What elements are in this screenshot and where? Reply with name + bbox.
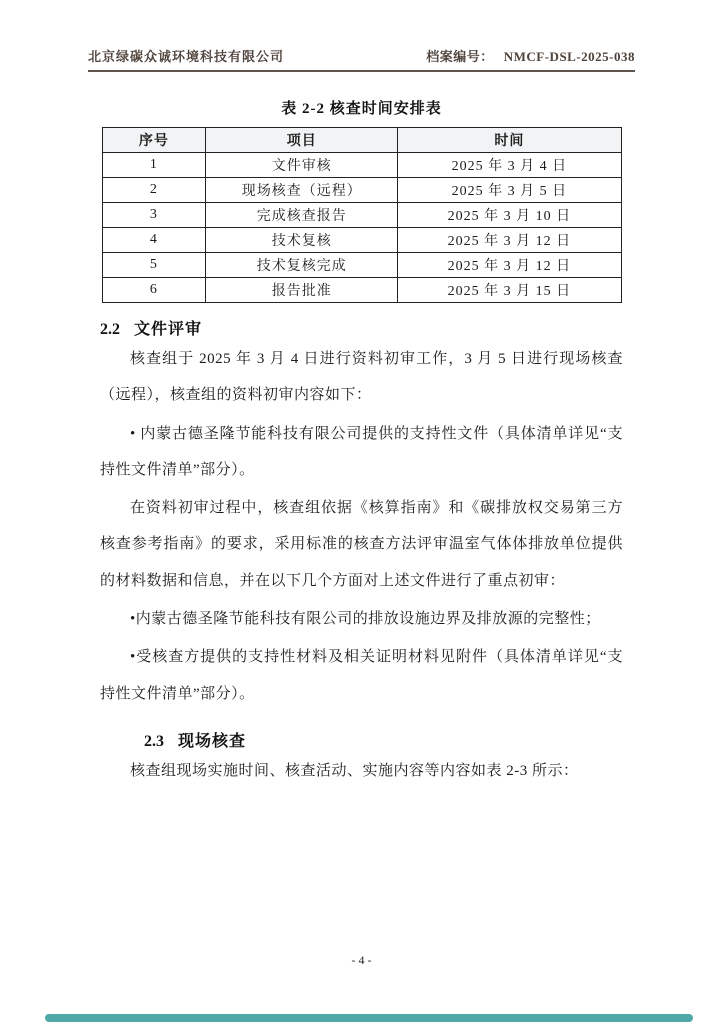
cell-item: 技术复核 [206, 228, 398, 253]
page-header [88, 46, 635, 72]
archive-label: 档案编号： [426, 49, 494, 64]
company-name: 北京绿碳众诚环境科技有限公司 [88, 49, 285, 64]
cell-no: 6 [102, 278, 206, 303]
cell-no: 5 [102, 253, 206, 278]
document-body [100, 316, 623, 789]
cell-item: 现场核查（远程） [206, 178, 398, 203]
section-title: 文件评审 [134, 321, 203, 338]
table-row [102, 278, 621, 303]
cell-item: 报告批准 [206, 278, 398, 303]
bullet-paragraph: •受核查方提供的支持性材料及相关证明材料见附件（具体清单详见“支持性文件清单”部分）。 [100, 649, 623, 702]
table-row [102, 153, 621, 178]
cell-no: 3 [102, 203, 206, 228]
cell-time: 2025 年 3 月 12 日 [398, 228, 621, 253]
cell-item: 文件审核 [206, 153, 398, 178]
archive-number [426, 46, 635, 65]
table-row [102, 178, 621, 203]
horizontal-scrollbar[interactable] [45, 1014, 693, 1022]
col-header-no: 序号 [102, 128, 206, 153]
cell-no: 4 [102, 228, 206, 253]
schedule-table [102, 127, 622, 303]
table-row [102, 253, 621, 278]
col-header-time: 时间 [398, 128, 621, 153]
bullet-paragraph: •内蒙古德圣隆节能科技有限公司的排放设施边界及排放源的完整性； [130, 611, 601, 628]
cell-item: 完成核查报告 [206, 203, 398, 228]
section-heading-2-3 [144, 728, 623, 751]
cell-time: 2025 年 3 月 10 日 [398, 203, 621, 228]
table-row [102, 203, 621, 228]
section-heading-2-2 [100, 316, 623, 339]
col-header-item: 项目 [206, 128, 398, 153]
page-number: - 4 - [351, 953, 372, 967]
section-number: 2.3 [144, 732, 164, 750]
table-caption: 表 2-2 核查时间安排表 [281, 101, 442, 117]
cell-time: 2025 年 3 月 12 日 [398, 253, 621, 278]
bullet-paragraph: • 内蒙古德圣隆节能科技有限公司提供的支持性文件（具体清单详见“支持性文件清单”部分）。 [100, 425, 623, 478]
paragraph: 核查组现场实施时间、核查活动、实施内容等内容如表 2-3 所示： [130, 762, 579, 779]
table-header-row [102, 128, 621, 153]
cell-time: 2025 年 3 月 15 日 [398, 278, 621, 303]
table-row [102, 228, 621, 253]
cell-time: 2025 年 3 月 4 日 [398, 153, 621, 178]
cell-no: 1 [102, 153, 206, 178]
cell-item: 技术复核完成 [206, 253, 398, 278]
section-number: 2.2 [100, 321, 120, 338]
cell-time: 2025 年 3 月 5 日 [398, 178, 621, 203]
cell-no: 2 [102, 178, 206, 203]
archive-value: NMCF-DSL-2025-038 [503, 49, 635, 64]
paragraph: 核查组于 2025 年 3 月 4 日进行资料初审工作，3 月 5 日进行现场核查（远程），核查组的资料初审内容如下： [100, 351, 623, 404]
paragraph: 在资料初审过程中，核查组依据《核算指南》和《碳排放权交易第三方核查参考指南》的要求，采用标准的核查方法评审温室气体体排放单位提供的材料数据和信息，并在以下几个方面对上述文件进行了重点初审： [100, 500, 623, 589]
section-title: 现场核查 [178, 732, 247, 750]
